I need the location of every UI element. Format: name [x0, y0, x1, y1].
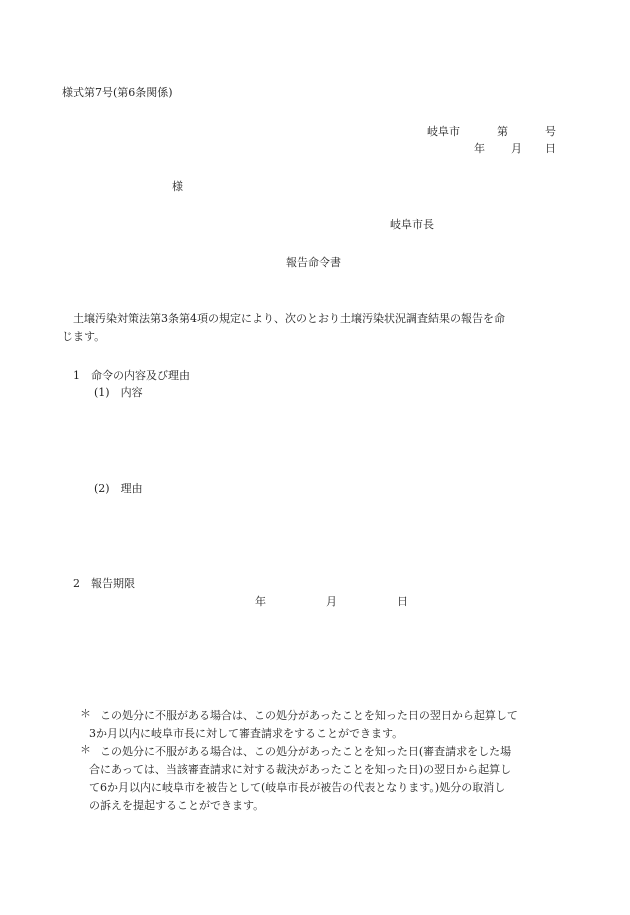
section-1-item-2: (2) 理由	[94, 482, 143, 495]
deadline-day: 日	[397, 595, 408, 608]
note-1-line-2: 3か月以内に岐阜市長に対して審査請求をすることができます。	[89, 727, 404, 740]
form-label: 様式第7号(第6条関係)	[62, 86, 173, 99]
deadline-year: 年	[255, 595, 266, 608]
deadline-month: 月	[326, 595, 337, 608]
note-2-line-1: この処分に不服がある場合は、この処分があったことを知った日(審査請求をした場	[100, 745, 512, 758]
body-line-2: じます。	[62, 330, 106, 343]
section-2-heading: 2 報告期限	[73, 577, 135, 590]
section-1-heading: 1 命令の内容及び理由	[73, 369, 190, 382]
doc-date-year: 年	[474, 142, 485, 155]
doc-issuer: 岐阜市	[427, 125, 460, 138]
note-2-line-3: て6か月以内に岐阜市を被告として(岐阜市長が被告の代表となります。)処分の取消し	[89, 781, 506, 794]
note-2-line-4: の訴えを提起することができます。	[89, 799, 265, 812]
note-1-marker: ＊	[80, 707, 91, 720]
doc-number-dai: 第	[497, 125, 508, 138]
note-1	[89, 707, 569, 743]
doc-date-day: 日	[545, 142, 556, 155]
note-2-line-2: 合にあっては、当該審査請求に対する裁決があったことを知った日)の翌日から起算し	[89, 763, 512, 776]
body-line-1: 土壌汚染対策法第3条第4項の規定により、次のとおり土壌汚染状況調査結果の報告を命	[73, 312, 505, 325]
doc-date-month: 月	[511, 142, 522, 155]
note-2	[89, 743, 569, 815]
section-1-item-1: (1) 内容	[94, 386, 143, 399]
doc-number-go: 号	[545, 125, 556, 138]
document-title: 報告命令書	[286, 256, 341, 269]
note-2-marker: ＊	[80, 743, 91, 756]
sender: 岐阜市長	[390, 218, 434, 231]
note-1-line-1: この処分に不服がある場合は、この処分があったことを知った日の翌日から起算して	[100, 709, 518, 722]
body-paragraph	[62, 310, 568, 346]
addressee: 様	[172, 180, 183, 193]
